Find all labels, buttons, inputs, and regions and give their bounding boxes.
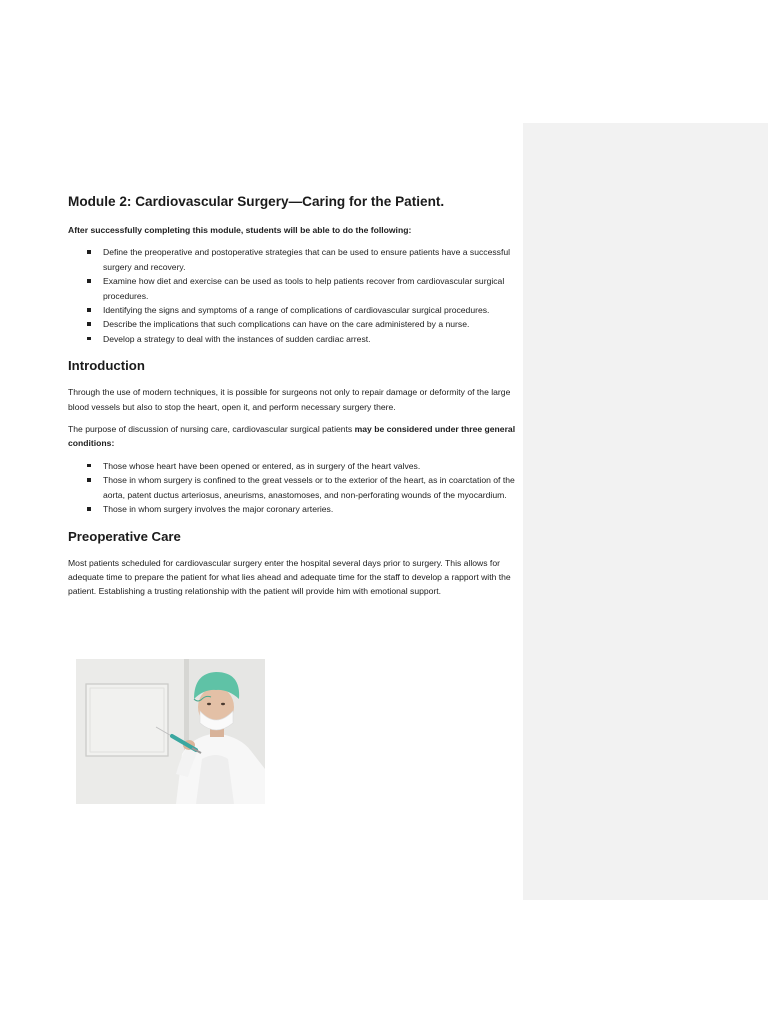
- list-item: Examine how diet and exercise can be used as tools to help patients recover from cardiovascular surgical procedures.: [68, 274, 518, 303]
- introduction-paragraph: Through the use of modern techniques, it is possible for surgeons not only to repair damage or deformity of the large blood vessels but also to stop the heart, open it, and perform necessary surgery there.: [68, 387, 511, 412]
- preoperative-paragraph: Most patients scheduled for cardiovascular surgery enter the hospital several days prior to surgery. This allows for adequate time to prepare the patient for what lies ahead and adequate time for the staff to develop a rapport with the patient. Establishing a trusting relationship with the patient will provide him with emotional support.: [68, 557, 511, 597]
- list-item: Those whose heart have been opened or entered, as in surgery of the heart valves.: [68, 459, 518, 473]
- introduction-heading: Introduction: [68, 358, 145, 374]
- document-body: [68, 192, 518, 607]
- conditions-lead-text: The purpose of discussion of nursing care, cardiovascular surgical patients: [68, 424, 355, 435]
- preoperative-heading: Preoperative Care: [68, 528, 181, 544]
- comment-pane: [523, 123, 768, 900]
- module-title: Module 2: Cardiovascular Surgery—Caring for the Patient.: [68, 194, 445, 209]
- list-item: Those in whom surgery involves the major coronary arteries.: [68, 502, 518, 516]
- list-item: Describe the implications that such complications can have on the care administered by a nurse.: [68, 317, 518, 331]
- conditions-lead: [68, 422, 518, 451]
- list-item: Those in whom surgery is confined to the great vessels or to the exterior of the heart, as in coarctation of the aorta, patent ductus arteriosus, aneurisms, anastomoses, and non-perforating wounds of the myocardium.: [68, 473, 518, 502]
- list-item: Develop a strategy to deal with the instances of sudden cardiac arrest.: [68, 332, 518, 346]
- nurse-photo: [76, 659, 265, 804]
- list-item: Identifying the signs and symptoms of a range of complications of cardiovascular surgical procedures.: [68, 303, 518, 317]
- objectives-list: [68, 245, 518, 346]
- list-item: Define the preoperative and postoperative strategies that can be used to ensure patients have a successful surgery and recovery.: [68, 245, 518, 274]
- conditions-list: [68, 459, 518, 517]
- conditions-lead-bold: may be considered under three general conditions:: [68, 424, 516, 449]
- objectives-lead: After successfully completing this module, students will be able to do the following:: [68, 225, 412, 235]
